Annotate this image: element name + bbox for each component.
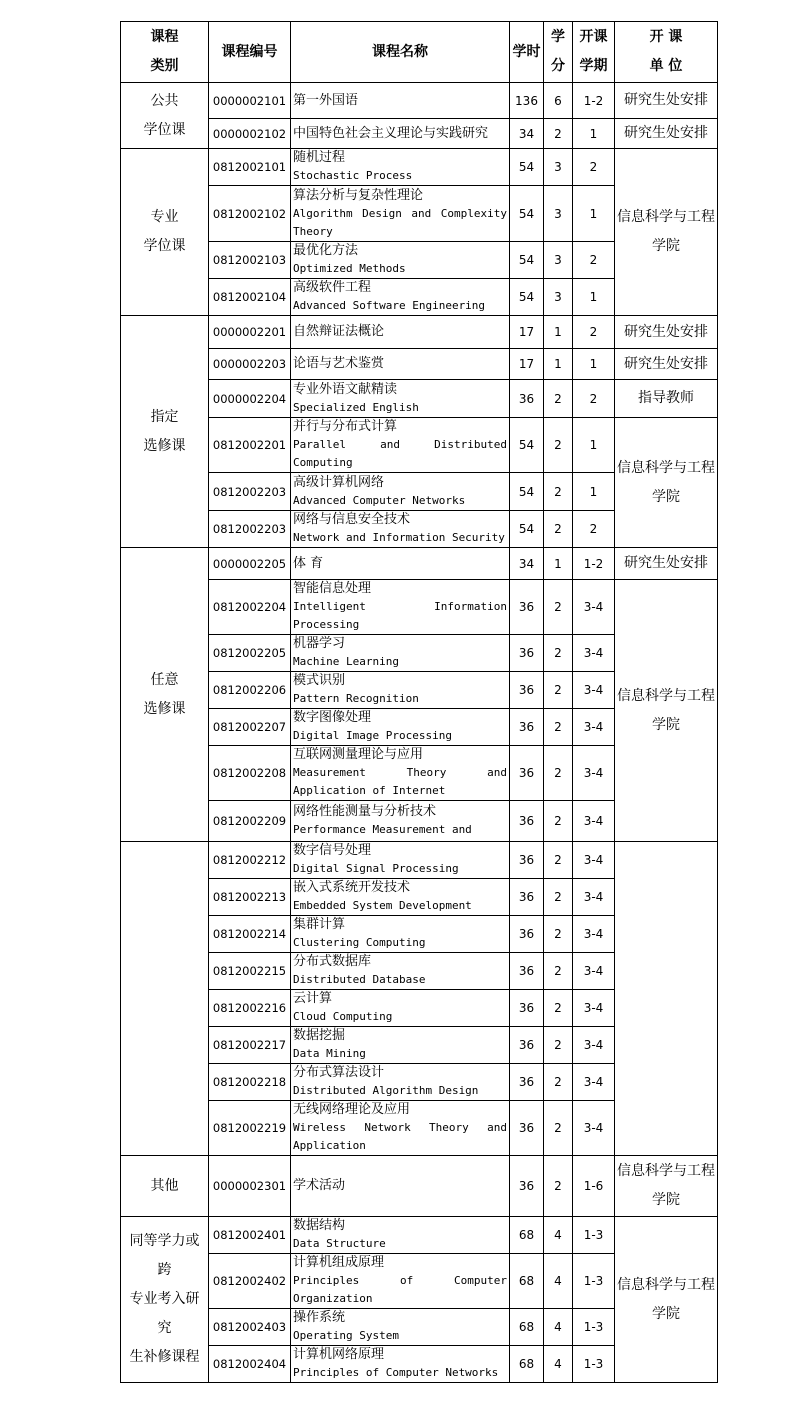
course-name-en: Pattern Recognition [293,692,419,705]
course-name-zh: 高级软件工程 [293,280,372,295]
course-name-zh: 操作系统 [293,1310,346,1325]
course-semester: 1-3 [573,1309,615,1346]
header-code: 课程编号 [209,22,291,83]
course-hours: 17 [510,349,544,380]
course-code: 0812002205 [209,635,291,672]
course-hours: 36 [510,990,544,1027]
course-hours: 36 [510,953,544,990]
course-name-en: Data Mining [293,1047,366,1060]
course-name-en: Distributed Database [293,973,426,986]
course-name-en: Wireless Network Theory and Application [293,1121,507,1152]
course-code: 0812002217 [209,1027,291,1064]
course-hours: 36 [510,879,544,916]
table-row [121,548,718,580]
course-name-cell [291,149,510,186]
course-credits: 3 [544,242,573,279]
course-credits: 2 [544,879,573,916]
course-credits: 6 [544,83,573,119]
course-category: 任意 选修课 [121,548,209,842]
course-name-en: Optimized Methods [293,262,406,275]
header-semester: 开课 学期 [573,22,615,83]
course-semester: 2 [573,316,615,349]
offering-unit: 研究生处安排 [615,83,718,119]
course-code: 0812002208 [209,746,291,801]
table-row [121,418,718,473]
course-name-zh: 网络与信息安全技术 [293,512,411,527]
offering-unit: 信息科学与工程 学院 [615,418,718,548]
course-code: 0000002102 [209,119,291,149]
course-credits: 2 [544,473,573,511]
course-credits: 2 [544,418,573,473]
course-hours: 36 [510,916,544,953]
header-unit: 开 课 单 位 [615,22,718,83]
course-name-cell [291,1064,510,1101]
course-name-zh: 最优化方法 [293,243,359,258]
course-name-cell [291,279,510,316]
course-semester: 1-3 [573,1217,615,1254]
course-semester: 1 [573,418,615,473]
course-credits: 2 [544,1027,573,1064]
course-semester: 3-4 [573,580,615,635]
course-hours: 54 [510,279,544,316]
course-credits: 2 [544,380,573,418]
course-name-cell [291,548,510,580]
course-code: 0812002214 [209,916,291,953]
course-name-zh: 机器学习 [293,636,346,651]
course-credits: 4 [544,1346,573,1383]
course-name-zh: 随机过程 [293,150,346,165]
course-name-en: Stochastic Process [293,169,413,182]
course-credits: 4 [544,1254,573,1309]
table-row [121,316,718,349]
course-code: 0000002204 [209,380,291,418]
course-semester: 3-4 [573,1027,615,1064]
course-name-cell [291,1027,510,1064]
offering-unit: 研究生处安排 [615,548,718,580]
course-credits: 2 [544,953,573,990]
course-name-cell [291,746,510,801]
course-hours: 68 [510,1254,544,1309]
course-name-zh: 分布式算法设计 [293,1065,385,1080]
course-code: 0812002207 [209,709,291,746]
course-credits: 2 [544,842,573,879]
course-hours: 54 [510,511,544,548]
course-name-cell [291,635,510,672]
course-semester: 3-4 [573,801,615,842]
course-name-cell [291,1309,510,1346]
course-semester: 1 [573,186,615,242]
course-name-en: Advanced Software Engineering [293,299,486,312]
course-credits: 2 [544,1064,573,1101]
course-code: 0812002219 [209,1101,291,1156]
header-hours: 学时 [510,22,544,83]
course-name-cell [291,349,510,380]
course-name-cell [291,1101,510,1156]
course-hours: 36 [510,842,544,879]
course-hours: 36 [510,709,544,746]
offering-unit: 信息科学与工程 学院 [615,149,718,316]
offering-unit: 指导教师 [615,380,718,418]
course-credits: 2 [544,580,573,635]
table-row [121,580,718,635]
course-code: 0812002401 [209,1217,291,1254]
course-credits: 3 [544,279,573,316]
course-name-zh: 数据结构 [293,1218,346,1233]
course-credits: 2 [544,990,573,1027]
course-hours: 68 [510,1309,544,1346]
course-credits: 2 [544,635,573,672]
course-code: 0812002204 [209,580,291,635]
course-name-cell [291,83,510,119]
offering-unit: 研究生处安排 [615,349,718,380]
course-code: 0812002218 [209,1064,291,1101]
course-credits: 4 [544,1309,573,1346]
course-hours: 36 [510,580,544,635]
course-hours: 54 [510,473,544,511]
course-name-en: Digital Image Processing [293,729,452,742]
course-credits: 1 [544,349,573,380]
course-name-zh: 集群计算 [293,917,346,932]
course-name-zh: 互联网测量理论与应用 [293,747,424,762]
course-semester: 3-4 [573,1101,615,1156]
course-category: 专业 学位课 [121,149,209,316]
course-table-page-2 [120,841,718,1383]
course-name-en: Embedded System Development [293,899,472,912]
course-credits: 2 [544,511,573,548]
course-code: 0812002215 [209,953,291,990]
course-code: 0812002104 [209,279,291,316]
course-name-cell [291,672,510,709]
table-row [121,842,718,879]
course-name-en: Performance Measurement and [293,823,472,836]
course-semester: 3-4 [573,746,615,801]
course-name-cell [291,709,510,746]
course-hours: 54 [510,149,544,186]
course-semester: 3-4 [573,709,615,746]
course-name-en: Network and Information Security [293,531,505,544]
table-row [121,349,718,380]
course-category: 其他 [121,1156,209,1217]
course-credits: 4 [544,1217,573,1254]
course-name-en: Parallel and Distributed Computing [293,438,507,469]
course-semester: 1-6 [573,1156,615,1217]
course-name-zh: 第一外国语 [293,92,359,108]
course-category: 指定 选修课 [121,316,209,548]
course-name-en: Machine Learning [293,655,399,668]
course-name-zh: 云计算 [293,991,333,1006]
course-code: 0812002209 [209,801,291,842]
course-credits: 1 [544,316,573,349]
course-name-cell [291,842,510,879]
course-name-cell [291,1156,510,1217]
course-code: 0812002404 [209,1346,291,1383]
course-semester: 1 [573,473,615,511]
course-name-cell [291,1217,510,1254]
course-hours: 54 [510,418,544,473]
table-row [121,1156,718,1217]
course-code: 0812002206 [209,672,291,709]
course-category: 同等学力或跨 专业考入研究 生补修课程 [121,1217,209,1383]
course-name-en: Operating System [293,1329,399,1342]
course-semester: 3-4 [573,879,615,916]
course-credits: 1 [544,548,573,580]
course-name-cell [291,990,510,1027]
header-row [121,22,718,83]
table-row [121,380,718,418]
table-row [121,119,718,149]
offering-unit [615,842,718,1156]
course-code: 0812002403 [209,1309,291,1346]
course-hours: 34 [510,548,544,580]
course-name-cell [291,580,510,635]
course-name-cell [291,1346,510,1383]
course-semester: 3-4 [573,672,615,709]
course-name-zh: 数据挖掘 [293,1028,346,1043]
course-semester: 1 [573,349,615,380]
course-credits: 3 [544,149,573,186]
course-credits: 2 [544,119,573,149]
course-semester: 1-2 [573,83,615,119]
course-code: 0000002205 [209,548,291,580]
course-credits: 2 [544,1156,573,1217]
offering-unit: 信息科学与工程 学院 [615,1217,718,1383]
course-name-en: Clustering Computing [293,936,426,949]
course-semester: 3-4 [573,916,615,953]
course-name-en: Specialized English [293,400,419,414]
course-hours: 36 [510,1027,544,1064]
course-code: 0812002102 [209,186,291,242]
course-hours: 36 [510,1064,544,1101]
course-category: 公共 学位课 [121,83,209,149]
course-name-cell [291,242,510,279]
course-name-zh: 嵌入式系统开发技术 [293,880,411,895]
course-code: 0000002203 [209,349,291,380]
course-semester: 1 [573,119,615,149]
course-name-zh: 智能信息处理 [293,581,372,596]
course-name-zh: 网络性能测量与分析技术 [293,804,437,819]
course-code: 0812002213 [209,879,291,916]
course-name-en: Cloud Computing [293,1010,393,1023]
course-name-cell [291,418,510,473]
course-hours: 54 [510,242,544,279]
course-semester: 2 [573,242,615,279]
course-name-en: Digital Signal Processing [293,862,459,875]
header-credits: 学 分 [544,22,573,83]
course-hours: 36 [510,801,544,842]
course-code: 0812002203 [209,473,291,511]
course-semester: 2 [573,380,615,418]
course-semester: 1-3 [573,1346,615,1383]
course-name-zh: 专业外语文献精读 [293,381,398,397]
course-name-en: Distributed Algorithm Design [293,1084,479,1097]
course-code: 0812002201 [209,418,291,473]
course-hours: 68 [510,1346,544,1383]
course-code: 0000002301 [209,1156,291,1217]
course-name-cell [291,119,510,149]
course-name-zh: 分布式数据库 [293,954,372,969]
course-credits: 2 [544,1101,573,1156]
course-semester: 2 [573,511,615,548]
course-name-en: Measurement Theory and Application of Internet [293,766,507,797]
course-hours: 54 [510,186,544,242]
course-code: 0812002203 [209,511,291,548]
course-name-en: Algorithm Design and Complexity Theory [293,206,507,238]
course-credits: 3 [544,186,573,242]
course-credits: 2 [544,916,573,953]
table-row [121,149,718,186]
course-semester: 1-3 [573,1254,615,1309]
offering-unit: 研究生处安排 [615,316,718,349]
course-name-zh: 高级计算机网络 [293,474,385,490]
course-semester: 3-4 [573,990,615,1027]
course-name-en: Intelligent Information Processing [293,600,507,631]
course-credits: 2 [544,672,573,709]
course-code: 0812002402 [209,1254,291,1309]
course-name-cell [291,1254,510,1309]
course-semester: 3-4 [573,635,615,672]
course-name-zh: 体 育 [293,555,324,571]
course-name-cell [291,380,510,418]
course-semester: 1-2 [573,548,615,580]
course-credits: 2 [544,801,573,842]
course-code: 0812002101 [209,149,291,186]
course-hours: 36 [510,746,544,801]
offering-unit: 信息科学与工程 学院 [615,580,718,842]
course-hours: 36 [510,380,544,418]
course-hours: 36 [510,672,544,709]
course-hours: 68 [510,1217,544,1254]
course-code: 0812002212 [209,842,291,879]
course-category [121,842,209,1156]
table-row [121,83,718,119]
course-name-en: Principles of Computer Networks [293,1366,499,1379]
course-name-zh: 自然辩证法概论 [293,324,385,339]
course-name-zh: 数字图像处理 [293,710,372,725]
offering-unit: 信息科学与工程 学院 [615,1156,718,1217]
course-name-en: Principles of Computer Organization [293,1274,507,1305]
course-name-zh: 中国特色社会主义理论与实践研究 [293,125,489,141]
course-name-zh: 并行与分布式计算 [293,419,398,434]
course-hours: 17 [510,316,544,349]
course-code: 0812002103 [209,242,291,279]
course-name-cell [291,186,510,242]
course-hours: 34 [510,119,544,149]
course-name-zh: 计算机组成原理 [293,1255,385,1270]
course-code: 0000002101 [209,83,291,119]
course-code: 0812002216 [209,990,291,1027]
course-semester: 3-4 [573,1064,615,1101]
course-name-cell [291,801,510,842]
header-category: 课程 类别 [121,22,209,83]
table-row [121,1217,718,1254]
course-name-zh: 论语与艺术鉴赏 [293,356,385,371]
course-hours: 136 [510,83,544,119]
course-name-zh: 无线网络理论及应用 [293,1102,411,1117]
course-name-zh: 计算机网络原理 [293,1347,385,1362]
course-semester: 3-4 [573,953,615,990]
course-name-cell [291,916,510,953]
course-name-cell [291,473,510,511]
course-name-en: Data Structure [293,1237,386,1250]
course-hours: 36 [510,1101,544,1156]
course-credits: 2 [544,746,573,801]
course-name-cell [291,511,510,548]
course-name-zh: 学术活动 [293,1178,346,1193]
course-code: 0000002201 [209,316,291,349]
header-name: 课程名称 [291,22,510,83]
course-credits: 2 [544,709,573,746]
course-name-cell [291,953,510,990]
offering-unit: 研究生处安排 [615,119,718,149]
course-semester: 1 [573,279,615,316]
course-semester: 2 [573,149,615,186]
course-name-cell [291,879,510,916]
course-name-en: Advanced Computer Networks [293,493,466,507]
course-name-zh: 算法分析与复杂性理论 [293,187,424,203]
course-semester: 3-4 [573,842,615,879]
course-name-cell [291,316,510,349]
course-table-page-1 [120,21,718,842]
course-name-zh: 数字信号处理 [293,843,372,858]
course-hours: 36 [510,1156,544,1217]
course-hours: 36 [510,635,544,672]
course-name-zh: 模式识别 [293,673,346,688]
